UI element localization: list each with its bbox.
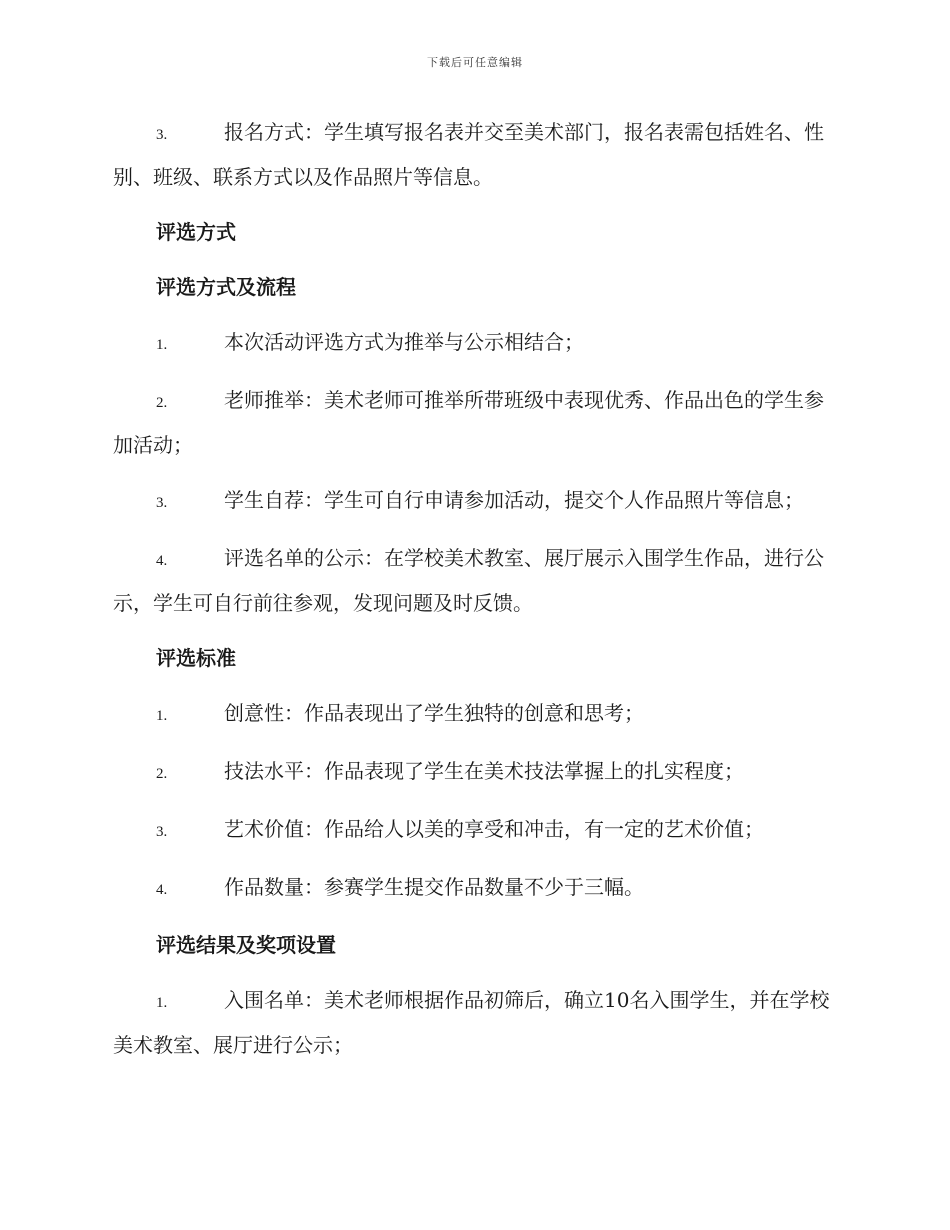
list-number: 1. — [156, 708, 168, 724]
list-item-text: 入围名单：美术老师根据作品初筛后，确立10名入围学生，并在学校美术教室、展厅进行公示； — [113, 988, 830, 1057]
list-item-text: 学生自荐：学生可自行申请参加活动，提交个人作品照片等信息； — [224, 488, 804, 512]
list-item-text: 创意性：作品表现出了学生独特的创意和思考； — [224, 701, 644, 725]
list-item-criteria-1 — [113, 692, 838, 737]
list-item-process-1 — [113, 321, 838, 366]
list-item-text: 评选名单的公示：在学校美术教室、展厅展示入围学生作品，进行公示，学生可自行前往参观，发现问题及时反馈。 — [113, 546, 824, 615]
section-heading-results-awards: 评选结果及奖项设置 — [156, 933, 336, 957]
list-number: 4. — [156, 553, 168, 569]
list-item-text: 技法水平：作品表现了学生在美术技法掌握上的扎实程度； — [224, 759, 744, 783]
section-heading-selection-criteria: 评选标准 — [156, 646, 236, 670]
list-item-process-2 — [113, 379, 838, 466]
list-item-text: 本次活动评选方式为推举与公示相结合； — [224, 330, 584, 354]
list-item-results-1 — [113, 979, 838, 1066]
section-heading-selection-method: 评选方式 — [156, 220, 236, 244]
list-item-process-4 — [113, 537, 838, 624]
list-number: 1. — [156, 337, 168, 353]
section-heading-selection-process: 评选方式及流程 — [156, 275, 296, 299]
list-item-criteria-2 — [113, 750, 838, 795]
list-number: 3. — [156, 824, 168, 840]
list-item-registration-method — [113, 111, 838, 198]
list-item-process-3 — [113, 479, 838, 524]
list-item-text: 老师推举：美术老师可推举所带班级中表现优秀、作品出色的学生参加活动； — [113, 388, 824, 457]
list-item-text: 作品数量：参赛学生提交作品数量不少于三幅。 — [224, 875, 644, 899]
list-number: 2. — [156, 766, 168, 782]
list-number: 2. — [156, 395, 168, 411]
list-number: 1. — [156, 995, 168, 1011]
list-item-criteria-4 — [113, 866, 838, 911]
list-number: 3. — [156, 495, 168, 511]
list-number: 4. — [156, 882, 168, 898]
list-item-text: 报名方式：学生填写报名表并交至美术部门，报名表需包括姓名、性别、班级、联系方式以及作品照片等信息。 — [113, 120, 824, 189]
list-item-criteria-3 — [113, 808, 838, 853]
document-body — [113, 111, 838, 1079]
list-item-text: 艺术价值：作品给人以美的享受和冲击，有一定的艺术价值； — [224, 817, 764, 841]
list-number: 3. — [156, 127, 168, 143]
page-header-note: 下载后可任意编辑 — [427, 56, 523, 69]
